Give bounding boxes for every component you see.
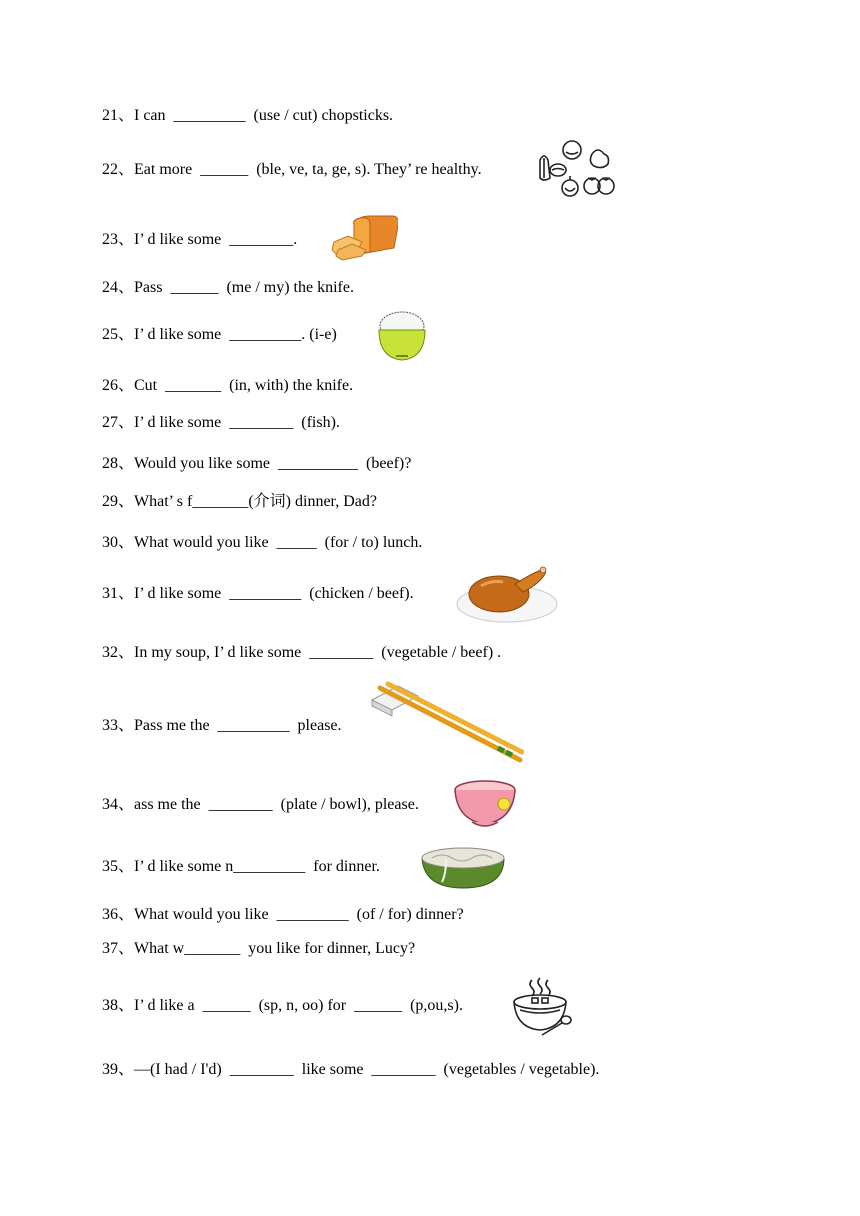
chopsticks-icon bbox=[368, 680, 524, 768]
question-22: 22、Eat more ______ (ble, ve, ta, ge, s). They’ re healthy. bbox=[102, 161, 482, 178]
noodles-icon bbox=[418, 844, 508, 890]
question-27: 27、I’ d like some ________ (fish). bbox=[102, 414, 340, 431]
bread-icon bbox=[330, 214, 398, 262]
question-37: 37、What w_______ you like for dinner, Lucy? bbox=[102, 940, 416, 957]
question-31: 31、I’ d like some _________ (chicken / beef). bbox=[102, 585, 414, 602]
vegetables-icon bbox=[530, 140, 620, 202]
question-21: 21、I can _________ (use / cut) chopsticks. bbox=[102, 107, 394, 124]
question-39: 39、—(I had / I'd) ________ like some ________ (vegetables / vegetable). bbox=[102, 1061, 600, 1078]
question-24: 24、Pass ______ (me / my) the knife. bbox=[102, 279, 354, 296]
question-30: 30、What would you like _____ (for / to) lunch. bbox=[102, 534, 423, 551]
question-36: 36、What would you like _________ (of / for) dinner? bbox=[102, 906, 464, 923]
soup-icon bbox=[510, 976, 574, 1040]
question-32: 32、In my soup, I’ d like some ________ (vegetable / beef) . bbox=[102, 644, 502, 661]
question-23: 23、I’ d like some ________. bbox=[102, 231, 298, 248]
question-29: 29、What’ s f_______(介词) dinner, Dad? bbox=[102, 493, 377, 510]
rice-bowl-icon bbox=[376, 308, 428, 362]
question-28: 28、Would you like some __________ (beef)? bbox=[102, 455, 412, 472]
question-38: 38、I’ d like a ______ (sp, n, oo) for ______ (p,ou,s). bbox=[102, 997, 463, 1014]
question-25: 25、I’ d like some _________. (i-e) bbox=[102, 326, 337, 343]
question-33: 33、Pass me the _________ please. bbox=[102, 717, 342, 734]
question-34: 34、ass me the ________ (plate / bowl), please. bbox=[102, 796, 419, 813]
question-26: 26、Cut _______ (in, with) the knife. bbox=[102, 377, 354, 394]
pink-bowl-icon bbox=[452, 778, 518, 830]
roast-chicken-icon bbox=[455, 562, 559, 626]
question-35: 35、I’ d like some n_________ for dinner. bbox=[102, 858, 380, 875]
